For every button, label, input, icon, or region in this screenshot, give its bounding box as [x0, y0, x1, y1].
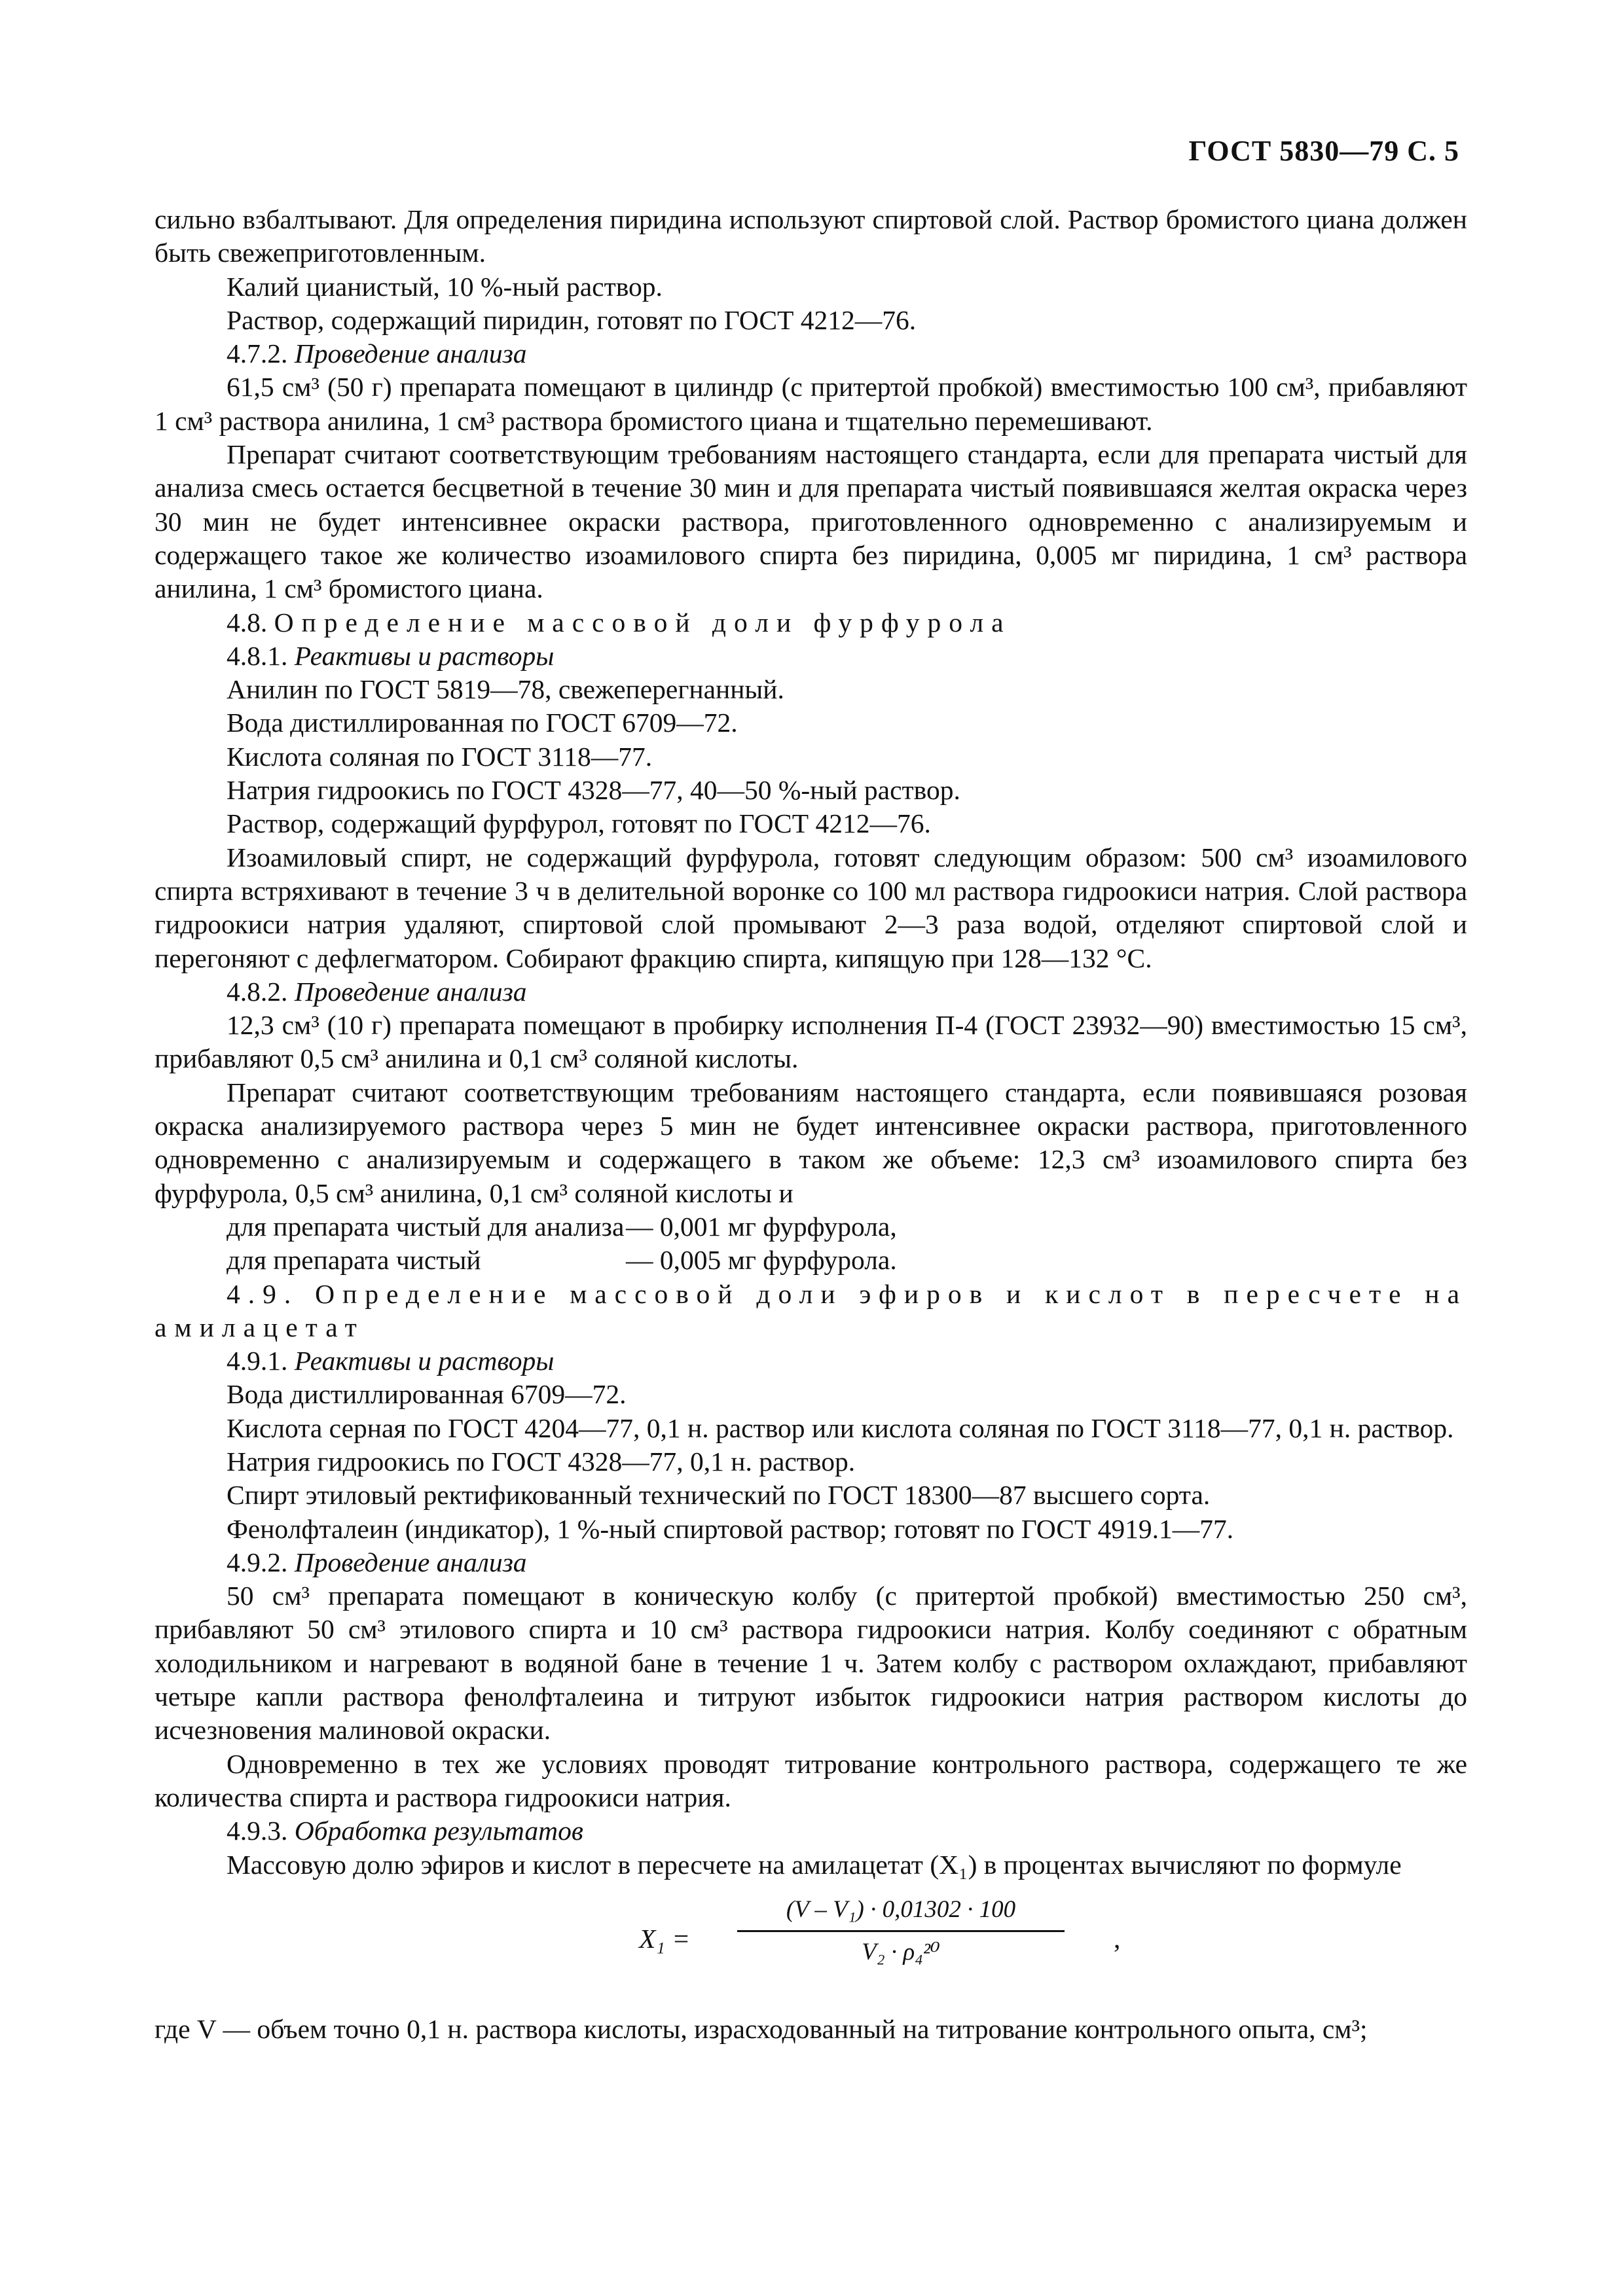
formula [155, 1882, 1467, 2013]
section-number: 4.9.1. [227, 1346, 288, 1376]
paragraph: 50 см³ препарата помещают в коническую колбу (с притертой пробкой) вместимостью 250 см³, прибавляют 50 см³ этилового спирта и 10 см³ раствора гидроокиси натрия. Колбу соединяют с обратным холодильником и нагревают в водяной бане в течение 1 ч. Затем колбу с раствором охлаждают, прибавляют четыре капли раствора фенолфталеина и титруют избыток гидроокиси натрия раствором кислоты до исчезновения малиновой окраски. [155, 1581, 1467, 1746]
section-heading-continued: амилацетат [155, 1312, 365, 1342]
paragraph: 12,3 см³ (10 г) препарата помещают в пробирку исполнения П-4 (ГОСТ 23932—90) вместимостью 15 см³, прибавляют 0,5 см³ анилина и 0,1 см³ соляной кислоты. [155, 1010, 1467, 1074]
paragraph: сильно взбалтывают. Для определения пиридина используют спиртовой слой. Раствор бромистого циана должен быть свежеприготовленным. [155, 204, 1467, 268]
section-heading [155, 1344, 1467, 1378]
paragraph: Фенолфталеин (индикатор), 1 %-ный спиртовой раствор; готовят по ГОСТ 4919.1—77. [227, 1513, 1234, 1544]
section-number: 4.8.1. [227, 640, 288, 671]
section-number: 4.8.2. [227, 976, 288, 1007]
section-title: Реактивы и растворы [294, 1346, 555, 1376]
paragraph: Кислота серная по ГОСТ 4204—77, 0,1 н. раствор или кислота соляная по ГОСТ 3118—77, 0,1 н. раствор. [227, 1412, 1454, 1443]
paragraph: Изоамиловый спирт, не содержащий фурфурола, готовят следующим образом: 500 см³ изоамилового спирта встряхивают в течение 3 ч в делительной воронке со 100 мл раствора гидроокиси натрия. Слой раствора гидроокиси натрия удаляют, спиртовой слой промывают 2—3 раза водой, отделяют спиртовой слой и перегоняют с дефлегматором. Собирают фракцию спирта, кипящую при 128—132 °С. [155, 842, 1467, 973]
paragraph: Кислота соляная по ГОСТ 3118—77. [227, 741, 653, 772]
document-body [155, 203, 1467, 2046]
paragraph: Натрия гидроокись по ГОСТ 4328—77, 40—50 %-ный раствор. [227, 775, 960, 806]
paragraph: Массовую долю эфиров и кислот в пересчете на амилацетат (X₁) в процентах вычисляют по формуле [227, 1849, 1402, 1880]
formula-denominator: V₂ · ρ₄²⁰ [862, 1938, 940, 1965]
section-number: 4.9.3. [227, 1816, 288, 1846]
section-heading [155, 1546, 1467, 1579]
section-number: 4.9.2. [227, 1547, 288, 1577]
section-heading [155, 975, 1467, 1009]
paragraph: Раствор, содержащий пиридин, готовят по ГОСТ 4212—76. [227, 304, 917, 335]
section-number: 4.8. [227, 607, 268, 637]
paragraph: Вода дистиллированная 6709—72. [227, 1379, 627, 1410]
formula-lhs: X₁ = [639, 1923, 691, 1954]
section-title: Обработка результатов [294, 1816, 583, 1846]
limit-value: — 0,005 мг фурфурола. [626, 1245, 897, 1276]
section-number: 4.7.2. [227, 338, 288, 369]
formula-numerator: (V – V₁) · 0,01302 · 100 [786, 1895, 1016, 1923]
paragraph: Вода дистиллированная по ГОСТ 6709—72. [227, 708, 738, 738]
formula-comma: , [1114, 1923, 1121, 1954]
section-heading [155, 1814, 1467, 1848]
paragraph: Одновременно в тех же условиях проводят титрование контрольного раствора, содержащего те же количества спирта и раствора гидроокиси натрия. [155, 1748, 1467, 1812]
section-title: Проведение анализа [294, 976, 527, 1007]
paragraph: Раствор, содержащий фурфурол, готовят по ГОСТ 4212—76. [227, 808, 931, 839]
limit-label: для препарата чистый для анализа [227, 1211, 625, 1242]
paragraph: Калий цианистый, 10 %-ный раствор. [227, 271, 663, 302]
section-title: Реактивы и растворы [294, 640, 555, 671]
limit-row [155, 1244, 1467, 1277]
section-heading [155, 337, 1467, 370]
limit-row [155, 1210, 1467, 1244]
section-heading [155, 639, 1467, 673]
section-heading: 4.9. Определение массовой доли эфиров и кислот в пересчете на [227, 1278, 1467, 1309]
section-heading [155, 606, 1467, 639]
page-header: ГОСТ 5830—79 С. 5 [1188, 135, 1459, 167]
paragraph: Спирт этиловый ректификованный технический по ГОСТ 18300—87 высшего сорта. [227, 1480, 1211, 1511]
fraction-bar [737, 1930, 1065, 1932]
paragraph: 61,5 см³ (50 г) препарата помещают в цилиндр (с притертой пробкой) вместимостью 100 см³, прибавляют 1 см³ раствора анилина, 1 см³ раствора бромистого циана и тщательно перемешивают. [155, 372, 1467, 436]
paragraph: где V — объем точно 0,1 н. раствора кислоты, израсходованный на титрование контрольного опыта, см³; [155, 2013, 1368, 2044]
paragraph: Натрия гидроокись по ГОСТ 4328—77, 0,1 н. раствор. [227, 1446, 856, 1477]
section-title: Проведение анализа [294, 1547, 527, 1577]
section-title: Проведение анализа [294, 338, 527, 369]
limit-label: для препарата чистый [227, 1245, 481, 1276]
limit-value: — 0,001 мг фурфурола, [626, 1211, 897, 1242]
paragraph: Препарат считают соответствующим требованиям настоящего стандарта, если для препарата чистый для анализа смесь остается бесцветной в течение 30 мин и для препарата чистый появившаяся желтая окраска через 30 мин не будет интенсивнее окраски раствора, приготовленного одновременно с анализируемым и содержащего такое же количество изоамилового спирта без пиридина, 0,005 мг пиридина, 1 см³ раствора анилина, 1 см³ бромистого циана. [155, 439, 1467, 604]
paragraph: Анилин по ГОСТ 5819—78, свежеперегнанный. [227, 674, 784, 705]
paragraph: Препарат считают соответствующим требованиям настоящего стандарта, если появившаяся розовая окраска анализируемого раствора через 5 мин не будет интенсивнее окраски раствора, приготовленного одновременно с анализируемым и содержащего в таком же объеме: 12,3 см³ изоамилового спирта без фурфурола, 0,5 см³ анилина, 0,1 см³ соляной кислоты и [155, 1077, 1467, 1208]
section-title: Определение массовой доли фурфурола [274, 607, 1012, 637]
formula-fraction [698, 1893, 1104, 1969]
